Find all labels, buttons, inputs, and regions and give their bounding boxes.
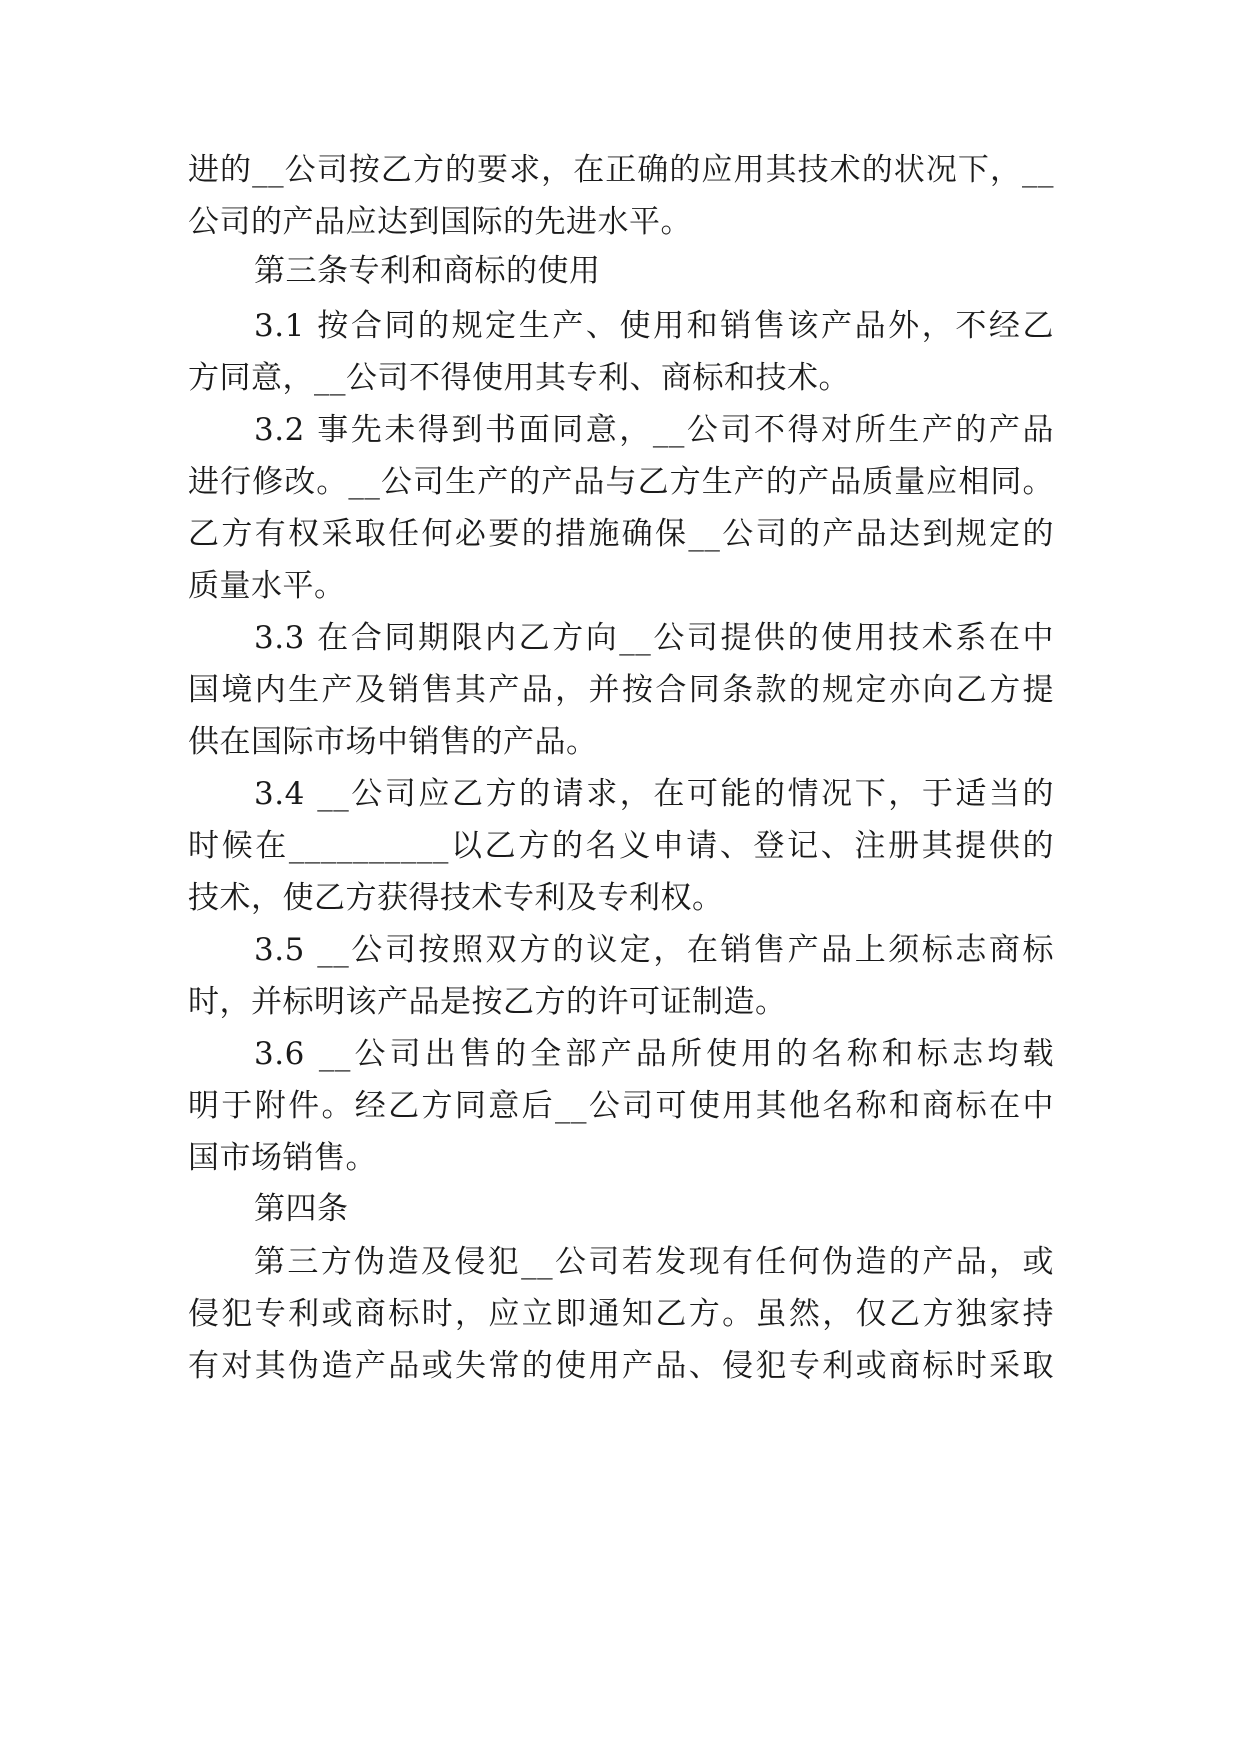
text-line (0, 453, 1241, 511)
text-line (0, 1337, 1241, 1395)
line-text: 方同意，__公司不得使用其专利、商标和技术。 (188, 360, 850, 396)
text-line (0, 401, 1241, 459)
text-line (0, 609, 1241, 667)
line-text: 质量水平。 (188, 568, 346, 604)
line-text: 3.4 __公司应乙方的请求，在可能的情况下，于适当的 (254, 776, 1054, 812)
text-line (0, 921, 1241, 979)
text-line (0, 141, 1241, 199)
line-text: 明于附件。经乙方同意后__公司可使用其他名称和商标在中 (188, 1088, 1054, 1124)
heading-text: 第四条 (254, 1191, 349, 1227)
line-text: 3.2 事先未得到书面同意，__公司不得对所生产的产品 (254, 412, 1054, 448)
line-text: 进行修改。__公司生产的产品与乙方生产的产品质量应相同。 (188, 464, 1054, 500)
line-text: 第三方伪造及侵犯__公司若发现有任何伪造的产品，或 (254, 1244, 1054, 1280)
line-text: 供在国际市场中销售的产品。 (188, 724, 598, 760)
text-line (0, 1233, 1241, 1291)
line-text: 3.5 __公司按照双方的议定，在销售产品上须标志商标 (254, 932, 1054, 968)
line-text: 公司的产品应达到国际的先进水平。 (188, 204, 692, 240)
line-text: 3.1 按合同的规定生产、使用和销售该产品外，不经乙 (254, 308, 1054, 344)
line-text: 3.6 __公司出售的全部产品所使用的名称和标志均载 (254, 1036, 1054, 1072)
text-line (0, 661, 1241, 719)
text-line (0, 869, 1241, 927)
text-line (0, 1285, 1241, 1343)
text-line (0, 973, 1241, 1031)
line-text: 时候在__________以乙方的名义申请、登记、注册其提供的 (188, 828, 1054, 864)
text-line (0, 765, 1241, 823)
line-text: 国境内生产及销售其产品，并按合同条款的规定亦向乙方提 (188, 672, 1054, 708)
text-line (0, 1025, 1241, 1083)
line-text: 乙方有权采取任何必要的措施确保__公司的产品达到规定的 (188, 516, 1054, 552)
line-text: 有对其伪造产品或失常的使用产品、侵犯专利或商标时采取 (188, 1348, 1054, 1384)
text-line (0, 349, 1241, 407)
line-text: 进的__公司按乙方的要求，在正确的应用其技术的状况下，__ (188, 152, 1054, 188)
line-text: 侵犯专利或商标时，应立即通知乙方。虽然，仅乙方独家持 (188, 1296, 1054, 1332)
text-line (0, 713, 1241, 771)
text-line (0, 1129, 1241, 1187)
heading-text: 第三条专利和商标的使用 (254, 253, 601, 289)
line-text: 3.3 在合同期限内乙方向__公司提供的使用技术系在中 (254, 620, 1054, 656)
section-heading (0, 1180, 1241, 1238)
text-line (0, 557, 1241, 615)
line-text: 国市场销售。 (188, 1140, 377, 1176)
text-line (0, 1077, 1241, 1135)
section-heading (0, 242, 1241, 300)
text-line (0, 817, 1241, 875)
line-text: 时，并标明该产品是按乙方的许可证制造。 (188, 984, 787, 1020)
text-line (0, 297, 1241, 355)
line-text: 技术，使乙方获得技术专利及专利权。 (188, 880, 724, 916)
text-line (0, 505, 1241, 563)
